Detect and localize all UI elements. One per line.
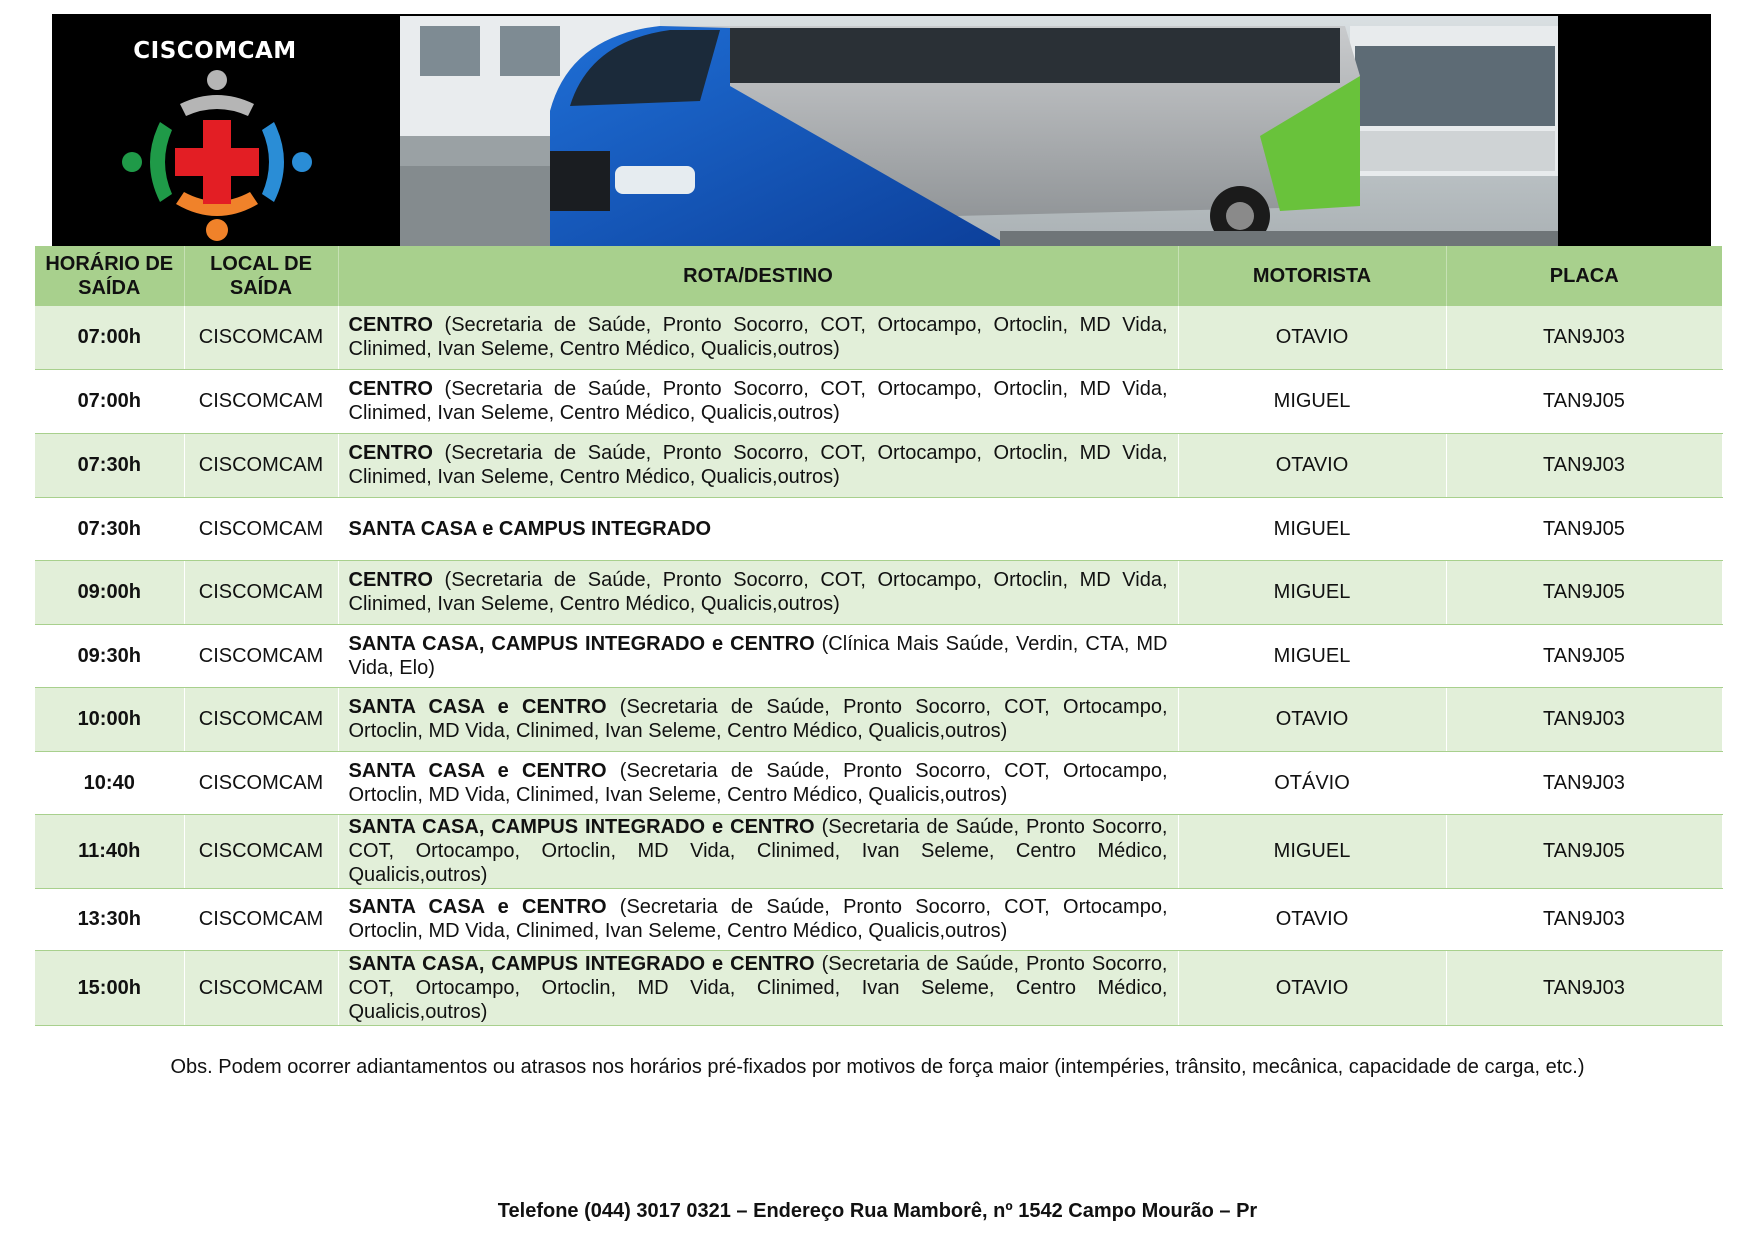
departure-time: 07:00h xyxy=(35,369,184,433)
departure-place: CISCOMCAM xyxy=(184,306,338,369)
departure-time: 09:00h xyxy=(35,560,184,624)
route-details: (Secretaria de Saúde, Pronto Socorro, COT, Ortocampo, Ortoclin, MD Vida, Clinimed, Ivan Seleme, Centro Médico, Qualicis,outros) xyxy=(348,759,1168,806)
driver: MIGUEL xyxy=(1178,497,1446,560)
departure-place: CISCOMCAM xyxy=(184,888,338,950)
plate: TAN9J03 xyxy=(1446,306,1722,369)
route-details: (Secretaria de Saúde, Pronto Socorro, COT, Ortocampo, Ortoclin, MD Vida, Clinimed, Ivan Seleme, Centro Médico, Qualicis,outros) xyxy=(348,952,1168,1023)
plate: TAN9J03 xyxy=(1446,751,1722,814)
plate: TAN9J03 xyxy=(1446,950,1722,1025)
departure-time: 13:30h xyxy=(35,888,184,950)
plate: TAN9J05 xyxy=(1446,814,1722,888)
plate: TAN9J05 xyxy=(1446,497,1722,560)
departure-place: CISCOMCAM xyxy=(184,950,338,1025)
plate: TAN9J05 xyxy=(1446,624,1722,687)
column-header-departure-time: HORÁRIO DE SAÍDA xyxy=(35,246,184,306)
departure-place: CISCOMCAM xyxy=(184,751,338,814)
route-main: SANTA CASA e CENTRO xyxy=(348,896,607,918)
route-details: (Clínica Mais Saúde, Verdin, CTA, MD Vida, Elo) xyxy=(348,632,1168,679)
route-destination xyxy=(338,560,1178,624)
driver: MIGUEL xyxy=(1178,814,1446,888)
route-details: (Secretaria de Saúde, Pronto Socorro, COT, Ortocampo, Ortoclin, MD Vida, Clinimed, Ivan Seleme, Centro Médico, Qualicis,outros) xyxy=(348,896,1168,942)
route-details: (Secretaria de Saúde, Pronto Socorro, COT, Ortocampo, Ortoclin, MD Vida, Clinimed, Ivan Seleme, Centro Médico, Qualicis,outros) xyxy=(348,314,1168,361)
departure-time: 10:00h xyxy=(35,687,184,751)
departure-time: 07:30h xyxy=(35,497,184,560)
departure-place: CISCOMCAM xyxy=(184,624,338,687)
route-main: SANTA CASA, CAMPUS INTEGRADO e CENTRO xyxy=(348,632,815,655)
route-destination xyxy=(338,497,1178,560)
route-main: SANTA CASA, CAMPUS INTEGRADO e CENTRO xyxy=(348,952,815,975)
table-header-row xyxy=(35,246,1722,306)
table-row xyxy=(35,560,1722,624)
table-row xyxy=(35,433,1722,497)
route-destination xyxy=(338,814,1178,888)
route-main: CENTRO xyxy=(348,442,433,464)
departure-place: CISCOMCAM xyxy=(184,687,338,751)
table-row xyxy=(35,751,1722,814)
route-destination xyxy=(338,751,1178,814)
plate: TAN9J03 xyxy=(1446,888,1722,950)
departure-place: CISCOMCAM xyxy=(184,497,338,560)
route-destination xyxy=(338,687,1178,751)
column-header-driver: MOTORISTA xyxy=(1178,246,1446,306)
route-main: SANTA CASA e CAMPUS INTEGRADO xyxy=(348,517,712,540)
route-destination xyxy=(338,624,1178,687)
table-row xyxy=(35,888,1722,950)
disclaimer-note: Obs. Podem ocorrer adiantamentos ou atrasos nos horários pré-fixados por motivos de força maior (intempéries, trânsito, mecânica, capacidade de carga, etc.) xyxy=(170,1056,1585,1078)
column-header-departure-place: LOCAL DE SAÍDA xyxy=(184,246,338,306)
driver: OTÁVIO xyxy=(1178,751,1446,814)
bus-photo-icon xyxy=(400,16,1558,246)
departure-place: CISCOMCAM xyxy=(184,433,338,497)
plate: TAN9J03 xyxy=(1446,433,1722,497)
driver: OTAVIO xyxy=(1178,433,1446,497)
departure-time: 09:30h xyxy=(35,624,184,687)
driver: OTAVIO xyxy=(1178,306,1446,369)
route-details: (Secretaria de Saúde, Pronto Socorro, COT, Ortocampo, Ortoclin, MD Vida, Clinimed, Ivan Seleme, Centro Médico, Qualicis,outros) xyxy=(348,569,1168,615)
table-row xyxy=(35,624,1722,687)
route-main: SANTA CASA e CENTRO xyxy=(348,759,607,782)
route-destination xyxy=(338,433,1178,497)
driver: OTAVIO xyxy=(1178,888,1446,950)
logo-text: CISCOMCAM xyxy=(133,38,297,64)
departure-time: 07:30h xyxy=(35,433,184,497)
driver: MIGUEL xyxy=(1178,560,1446,624)
route-main: CENTRO xyxy=(348,569,433,591)
driver: OTAVIO xyxy=(1178,687,1446,751)
schedule-table xyxy=(35,246,1723,1026)
route-main: SANTA CASA e CENTRO xyxy=(348,696,607,718)
route-main: CENTRO xyxy=(348,314,433,337)
route-main: CENTRO xyxy=(348,378,433,400)
table-row xyxy=(35,497,1722,560)
route-details: (Secretaria de Saúde, Pronto Socorro, COT, Ortocampo, Ortoclin, MD Vida, Clinimed, Ivan Seleme, Centro Médico, Qualicis,outros) xyxy=(348,816,1168,886)
table-row xyxy=(35,369,1722,433)
route-destination xyxy=(338,950,1178,1025)
plate: TAN9J03 xyxy=(1446,687,1722,751)
plate: TAN9J05 xyxy=(1446,369,1722,433)
departure-time: 07:00h xyxy=(35,306,184,369)
header-banner xyxy=(52,14,1711,246)
driver: OTAVIO xyxy=(1178,950,1446,1025)
departure-place: CISCOMCAM xyxy=(184,369,338,433)
departure-time: 11:40h xyxy=(35,814,184,888)
route-details: (Secretaria de Saúde, Pronto Socorro, COT, Ortocampo, Ortoclin, MD Vida, Clinimed, Ivan Seleme, Centro Médico, Qualicis,outros) xyxy=(348,442,1168,488)
driver: MIGUEL xyxy=(1178,624,1446,687)
route-destination xyxy=(338,306,1178,369)
plate: TAN9J05 xyxy=(1446,560,1722,624)
departure-place: CISCOMCAM xyxy=(184,814,338,888)
route-main: SANTA CASA, CAMPUS INTEGRADO e CENTRO xyxy=(348,816,815,838)
people-around-red-cross-logo-icon xyxy=(122,64,312,242)
driver: MIGUEL xyxy=(1178,369,1446,433)
table-row xyxy=(35,950,1722,1025)
table-row xyxy=(35,814,1722,888)
departure-time: 15:00h xyxy=(35,950,184,1025)
table-row xyxy=(35,687,1722,751)
route-details: (Secretaria de Saúde, Pronto Socorro, COT, Ortocampo, Ortoclin, MD Vida, Clinimed, Ivan Seleme, Centro Médico, Qualicis,outros) xyxy=(348,696,1168,742)
route-details: (Secretaria de Saúde, Pronto Socorro, COT, Ortocampo, Ortoclin, MD Vida, Clinimed, Ivan Seleme, Centro Médico, Qualicis,outros) xyxy=(348,378,1168,424)
table-row xyxy=(35,306,1722,369)
column-header-plate: PLACA xyxy=(1446,246,1722,306)
route-destination xyxy=(338,369,1178,433)
logo xyxy=(52,14,400,246)
contact-footer: Telefone (044) 3017 0321 – Endereço Rua Mamborê, nº 1542 Campo Mourão – Pr xyxy=(497,1200,1258,1222)
column-header-route: ROTA/DESTINO xyxy=(338,246,1178,306)
departure-place: CISCOMCAM xyxy=(184,560,338,624)
departure-time: 10:40 xyxy=(35,751,184,814)
route-destination xyxy=(338,888,1178,950)
